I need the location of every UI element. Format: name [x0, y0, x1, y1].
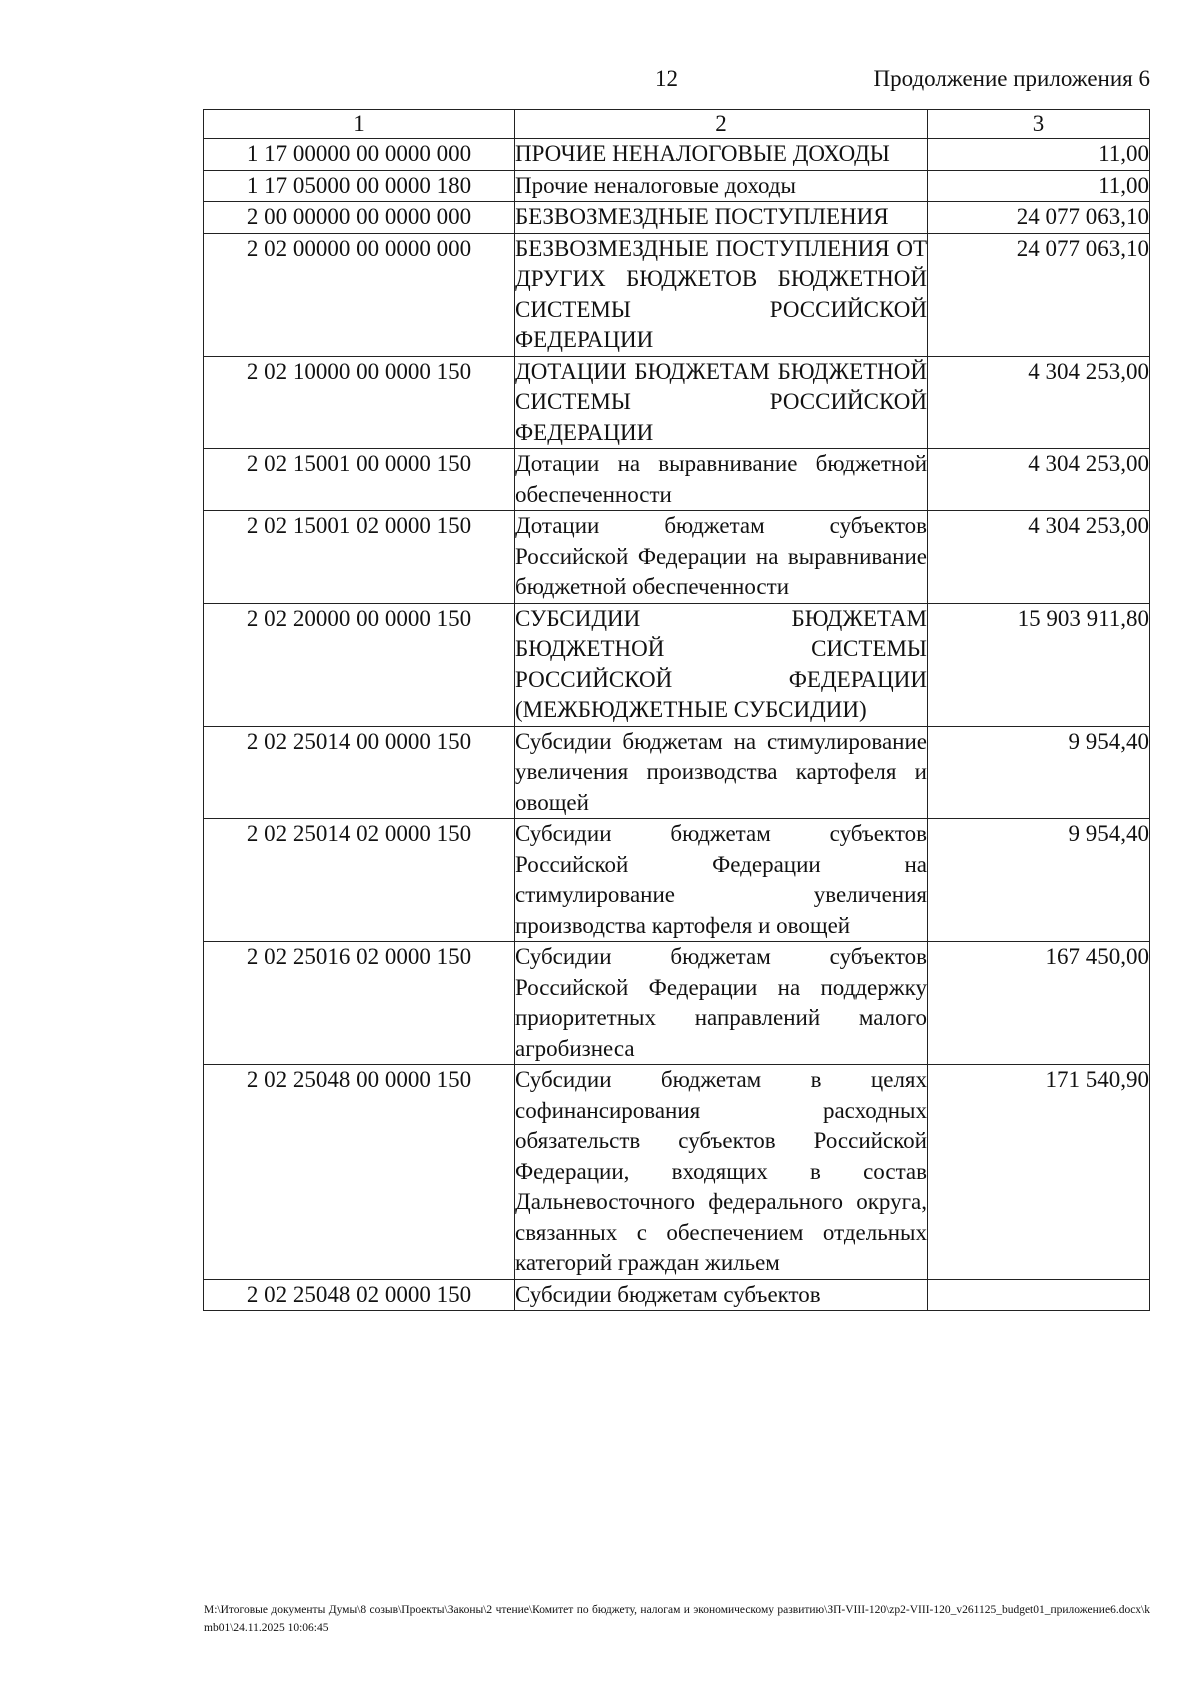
- code-cell: 2 02 00000 00 0000 000: [204, 233, 515, 356]
- table-body: [204, 139, 1150, 1311]
- amount-cell: 4 304 253,00: [928, 449, 1150, 511]
- name-cell: Субсидии бюджетам на стимулирование увеличения производства картофеля и овощей: [515, 726, 928, 819]
- amount-cell: 167 450,00: [928, 942, 1150, 1065]
- page-number: 12: [655, 66, 678, 91]
- amount-cell: 9 954,40: [928, 726, 1150, 819]
- amount-cell: 4 304 253,00: [928, 511, 1150, 604]
- name-cell: Субсидии бюджетам субъектов: [515, 1279, 928, 1311]
- table-row: [204, 819, 1150, 942]
- amount-cell: 4 304 253,00: [928, 356, 1150, 449]
- code-cell: 2 02 25048 00 0000 150: [204, 1065, 515, 1280]
- amount-cell: 24 077 063,10: [928, 202, 1150, 234]
- document-path-footer: M:\Итоговые документы Думы\8 созыв\Проекты\Законы\2 чтение\Комитет по бюджету, налогам и экономическому развитию\ЗП-VIII-120\zp2-VIII-120_v261125_budget01_приложение6.docx\kmb01\24.11.2025 10:06:45: [204, 1604, 1150, 1634]
- amount-cell: 11,00: [928, 170, 1150, 202]
- name-cell: Субсидии бюджетам субъектов Российской Федерации на стимулирование увеличения производства картофеля и овощей: [515, 819, 928, 942]
- table-row: [204, 511, 1150, 604]
- code-cell: 2 02 15001 00 0000 150: [204, 449, 515, 511]
- name-cell: Субсидии бюджетам субъектов Российской Федерации на поддержку приоритетных направлений малого агробизнеса: [515, 942, 928, 1065]
- code-cell: 1 17 00000 00 0000 000: [204, 139, 515, 171]
- column-header-name: 2: [515, 110, 928, 139]
- table-row: [204, 233, 1150, 356]
- name-cell: Прочие неналоговые доходы: [515, 170, 928, 202]
- code-cell: 2 00 00000 00 0000 000: [204, 202, 515, 234]
- code-cell: 2 02 25048 02 0000 150: [204, 1279, 515, 1311]
- code-cell: 2 02 25014 00 0000 150: [204, 726, 515, 819]
- amount-cell: 15 903 911,80: [928, 603, 1150, 726]
- table-row: [204, 139, 1150, 171]
- amount-cell: [928, 1279, 1150, 1311]
- table-row: [204, 1279, 1150, 1311]
- table-row: [204, 356, 1150, 449]
- column-header-code: 1: [204, 110, 515, 139]
- amount-cell: 9 954,40: [928, 819, 1150, 942]
- code-cell: 2 02 10000 00 0000 150: [204, 356, 515, 449]
- table-row: [204, 942, 1150, 1065]
- amount-cell: 11,00: [928, 139, 1150, 171]
- column-header-amount: 3: [928, 110, 1150, 139]
- table-row: [204, 202, 1150, 234]
- code-cell: 2 02 20000 00 0000 150: [204, 603, 515, 726]
- table-row: [204, 603, 1150, 726]
- table-row: [204, 449, 1150, 511]
- name-cell: БЕЗВОЗМЕЗДНЫЕ ПОСТУПЛЕНИЯ: [515, 202, 928, 234]
- name-cell: ПРОЧИЕ НЕНАЛОГОВЫЕ ДОХОДЫ: [515, 139, 928, 171]
- continuation-label: Продолжение приложения 6: [873, 66, 1150, 91]
- code-cell: 2 02 25016 02 0000 150: [204, 942, 515, 1065]
- name-cell: Субсидии бюджетам в целях софинансирования расходных обязательств субъектов Российской Федерации, входящих в состав Дальневосточного федерального округа, связанных с обеспечением отдельных категорий граждан жильем: [515, 1065, 928, 1280]
- table-row: [204, 170, 1150, 202]
- code-cell: 1 17 05000 00 0000 180: [204, 170, 515, 202]
- name-cell: БЕЗВОЗМЕЗДНЫЕ ПОСТУПЛЕНИЯ ОТ ДРУГИХ БЮДЖЕТОВ БЮДЖЕТНОЙ СИСТЕМЫ РОССИЙСКОЙ ФЕДЕРАЦИИ: [515, 233, 928, 356]
- code-cell: 2 02 15001 02 0000 150: [204, 511, 515, 604]
- amount-cell: 171 540,90: [928, 1065, 1150, 1280]
- name-cell: ДОТАЦИИ БЮДЖЕТАМ БЮДЖЕТНОЙ СИСТЕМЫ РОССИЙСКОЙ ФЕДЕРАЦИИ: [515, 356, 928, 449]
- table-header-row: [204, 110, 1150, 139]
- code-cell: 2 02 25014 02 0000 150: [204, 819, 515, 942]
- name-cell: Дотации бюджетам субъектов Российской Федерации на выравнивание бюджетной обеспеченности: [515, 511, 928, 604]
- budget-table: [203, 109, 1150, 1311]
- name-cell: СУБСИДИИ БЮДЖЕТАМ БЮДЖЕТНОЙ СИСТЕМЫ РОССИЙСКОЙ ФЕДЕРАЦИИ (МЕЖБЮДЖЕТНЫЕ СУБСИДИИ): [515, 603, 928, 726]
- table-row: [204, 726, 1150, 819]
- name-cell: Дотации на выравнивание бюджетной обеспеченности: [515, 449, 928, 511]
- amount-cell: 24 077 063,10: [928, 233, 1150, 356]
- table-row: [204, 1065, 1150, 1280]
